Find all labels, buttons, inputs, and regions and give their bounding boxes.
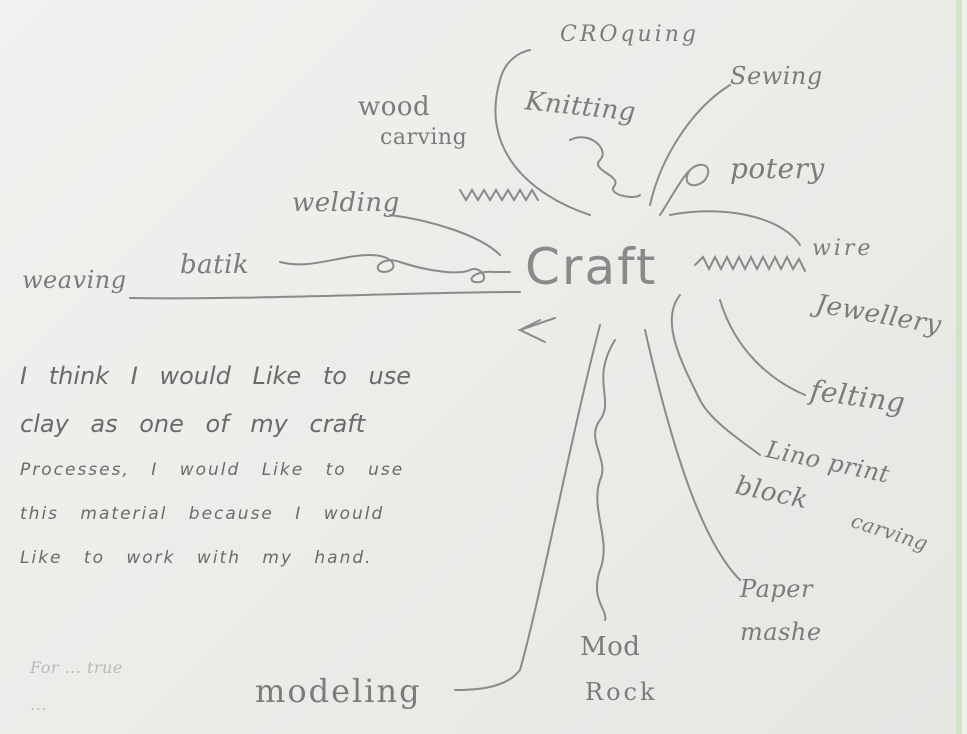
label-sewing: Sewing [730,62,823,90]
note-line-3: Processes, I would Like to use [20,460,405,480]
zigzag-jewellery [695,257,805,271]
label-modeling: modeling [255,672,422,710]
squiggle-knitting [570,137,640,197]
label-mod: Mod [580,632,641,662]
label-pottery: potery [730,152,825,185]
line-crocheting [496,50,590,215]
note-line-4: this material because I would [20,504,385,524]
label-wire: wire [812,236,874,261]
note-line-5: Like to work with my hand. [20,548,373,568]
label-felting: felting [808,373,908,420]
label-welding: welding [292,188,400,218]
squiggle-pottery [660,165,708,215]
squiggle-mod [595,340,615,620]
zigzag-wood [460,190,538,200]
line-welding [390,215,500,255]
label-mashe: mashe [740,618,822,646]
label-crocheting: CROquing [560,22,699,47]
note-line-1: I think I would Like to use [20,362,412,390]
center-node-craft: Craft [525,238,658,296]
line-sewing [650,85,730,205]
label-wood-carving: carving [380,125,468,150]
label-paper: Paper [740,575,813,603]
handwritten-note [20,352,411,580]
label-carving: carving [848,508,932,556]
faint-text-2: ... [30,695,47,714]
line-weaving [130,292,520,298]
label-weaving: weaving [22,266,127,294]
label-jewellery: Jewellery [813,289,944,341]
label-rock: Rock [585,678,658,706]
line-felting [720,300,805,395]
line-paper [645,330,740,580]
label-block: block [732,470,811,516]
line-batik [280,255,510,282]
label-lino-print: Lino print [763,435,893,489]
label-wood: wood [358,92,431,122]
faint-text-1: For ... true [30,658,123,677]
arrow-to-note [520,318,555,342]
line-modeling [455,325,600,690]
line-wire [670,211,800,245]
label-batik: batik [180,250,250,280]
label-knitting: Knitting [523,86,638,128]
note-line-2: clay as one of my craft [20,410,366,438]
line-lino [672,295,760,455]
